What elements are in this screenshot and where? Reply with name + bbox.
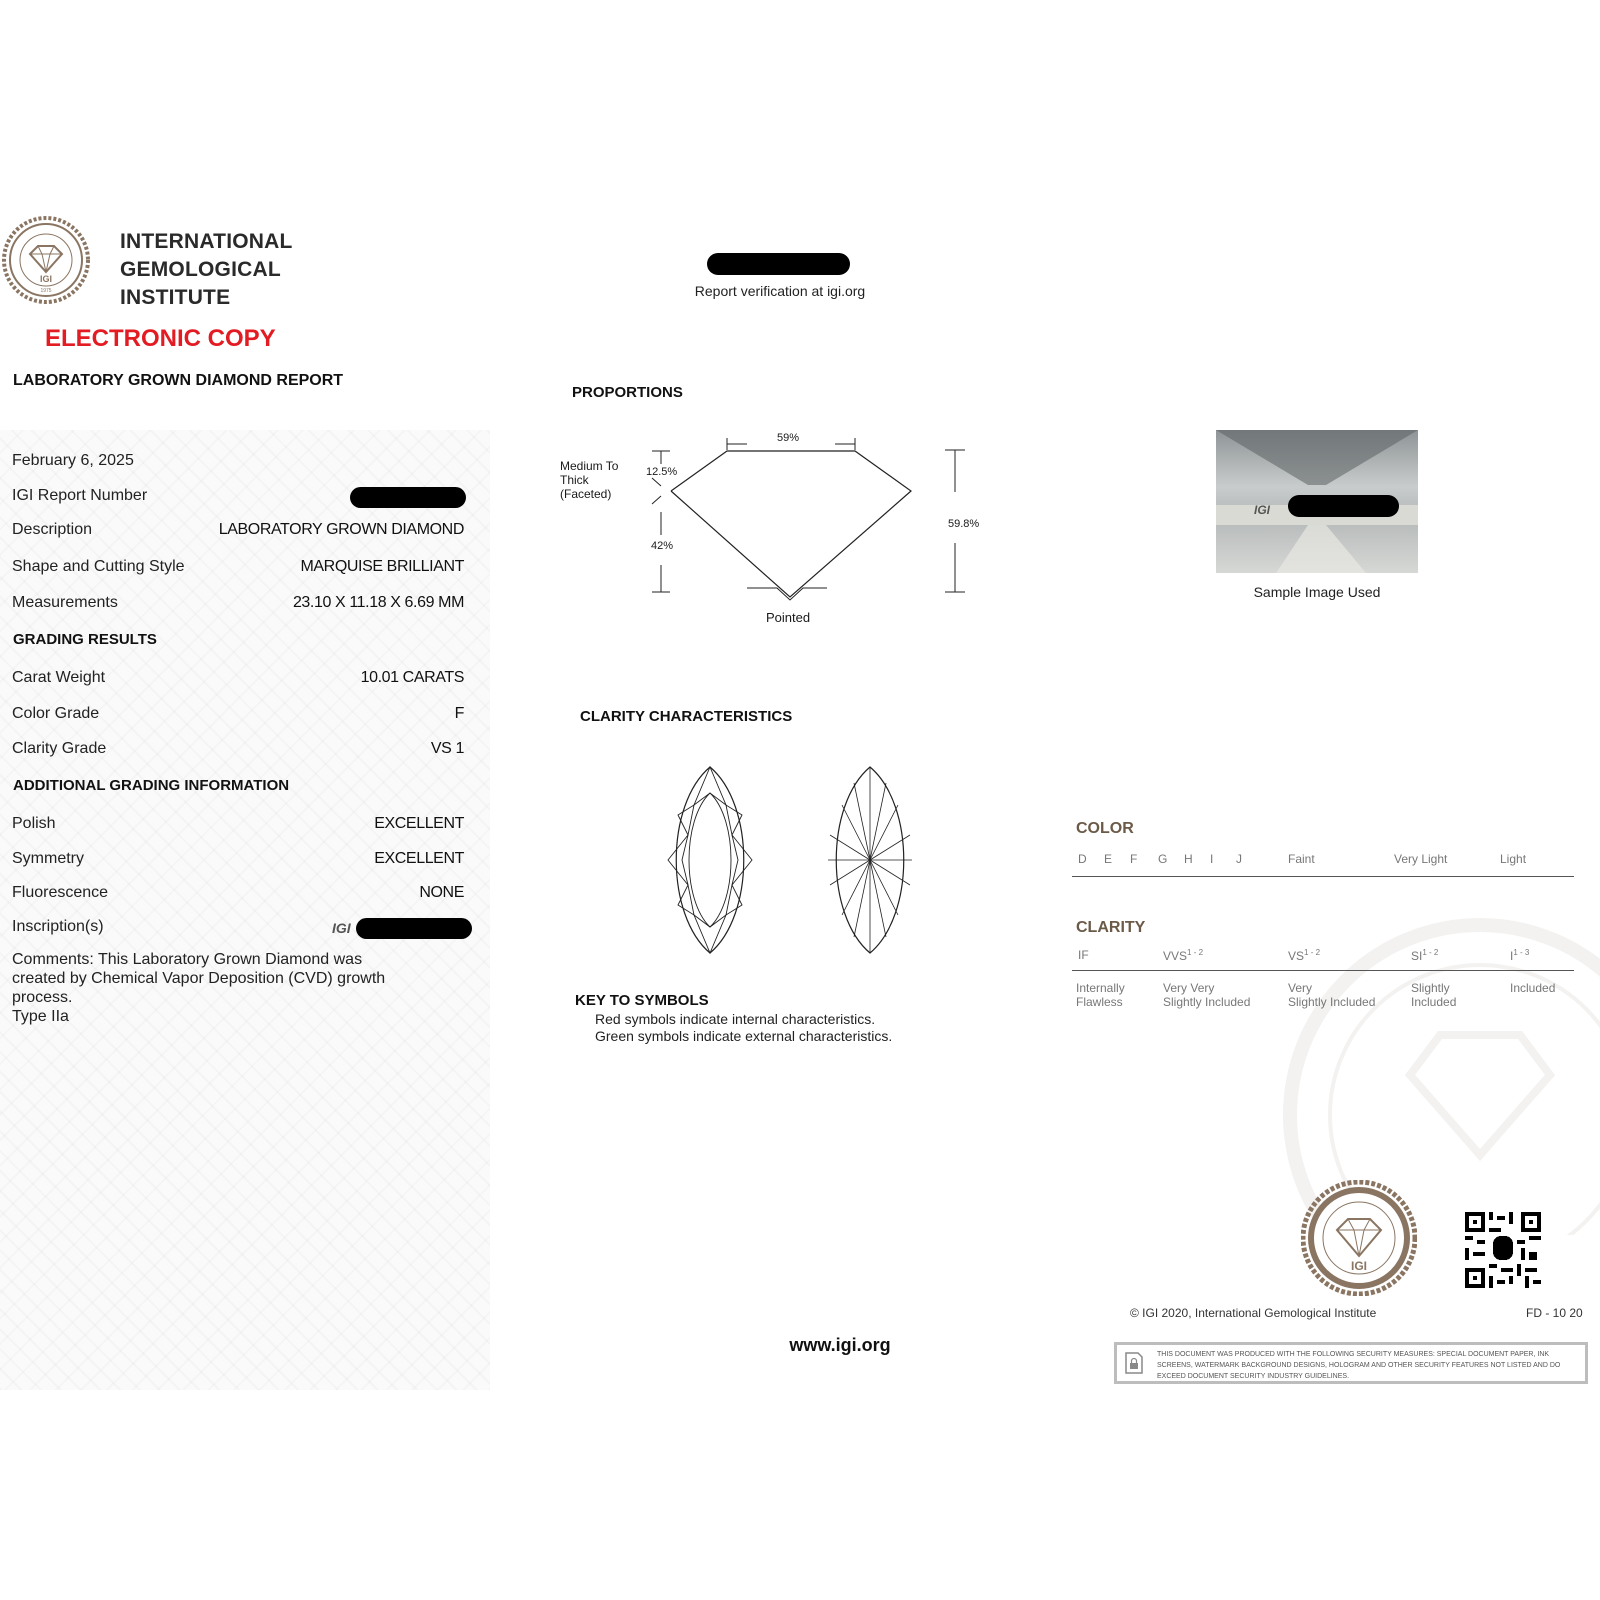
electronic-copy-label: ELECTRONIC COPY bbox=[45, 325, 276, 352]
girdle-description bbox=[560, 459, 618, 501]
polish-label: Polish bbox=[12, 815, 56, 832]
clarity-grade-i: $I^{1 - 3}$ bbox=[1510, 948, 1530, 963]
description-label: Description bbox=[12, 521, 93, 538]
key-line-2: Green symbols indicate external characteristics. bbox=[595, 1028, 893, 1044]
measurements-label: Measurements bbox=[12, 594, 118, 611]
culet-label: Pointed bbox=[766, 610, 811, 625]
girdle-line-3: (Faceted) bbox=[560, 487, 612, 501]
report-date: February 6, 2025 bbox=[12, 452, 134, 469]
symmetry-label: Symmetry bbox=[12, 850, 84, 867]
comments-line-2: created by Chemical Vapor Deposition (CVD) growth bbox=[12, 970, 386, 987]
clarity-desc-if: Internally Flawless bbox=[1076, 981, 1125, 1009]
key-to-symbols-text bbox=[595, 1011, 892, 1045]
organization-name bbox=[120, 228, 293, 312]
carat-label: Carat Weight bbox=[12, 669, 106, 686]
girdle-line-1: Medium To bbox=[560, 459, 619, 473]
color-grade-e: E bbox=[1104, 852, 1113, 866]
org-line-2: GEMOLOGICAL bbox=[120, 258, 281, 281]
color-grade-h: H bbox=[1184, 852, 1193, 866]
color-grade-d: D bbox=[1078, 852, 1087, 866]
clarity-value: VS 1 bbox=[430, 740, 464, 757]
org-line-1: INTERNATIONAL bbox=[120, 230, 293, 253]
security-notice-text: THIS DOCUMENT WAS PRODUCED WITH THE FOLLOWING SECURITY MEASURES: SPECIAL DOCUMENT PAPER, INK SCREENS, WATERMARK BACKGROUND DESIGNS, HOLOGRAM AND OTHER SECURITY FEATURES NOT LISTED AND DO EXCEED DOCUMENT SECURITY INDUSTRY GUIDELINES. bbox=[1157, 1351, 1561, 1380]
clarity-label: Clarity Grade bbox=[12, 740, 107, 757]
fluorescence-label: Fluorescence bbox=[12, 884, 109, 901]
description-row bbox=[12, 521, 464, 547]
carat-value: 10.01 CARATS bbox=[360, 669, 464, 686]
sample-logo-text: IGI bbox=[1254, 503, 1271, 517]
proportions-heading: PROPORTIONS bbox=[572, 384, 683, 401]
svg-text:IGI: IGI bbox=[39, 274, 53, 284]
clarity-desc-i: Included bbox=[1510, 981, 1556, 995]
verification-text: Report verification at igi.org bbox=[694, 283, 866, 299]
redacted-inscription bbox=[356, 918, 472, 939]
additional-grading-heading: ADDITIONAL GRADING INFORMATION bbox=[13, 777, 290, 794]
description-value: LABORATORY GROWN DIAMOND bbox=[218, 521, 464, 538]
proportions-diagram bbox=[555, 420, 995, 630]
color-scale-rule bbox=[1072, 876, 1574, 877]
color-very-light: Very Light bbox=[1394, 852, 1448, 866]
report-number-label: IGI Report Number bbox=[12, 487, 148, 504]
comments bbox=[12, 950, 452, 1026]
qr-code[interactable] bbox=[1465, 1212, 1541, 1288]
copyright-text: © IGI 2020, International Gemological Institute bbox=[1130, 1306, 1377, 1320]
clarity-grade-if: IF bbox=[1078, 948, 1089, 962]
clarity-desc-si: Slightly Included bbox=[1411, 981, 1457, 1009]
seal-year: 1975 bbox=[40, 288, 52, 294]
symmetry-value: EXCELLENT bbox=[374, 850, 464, 867]
redacted-sample-inscription bbox=[1288, 495, 1399, 517]
color-faint: Faint bbox=[1288, 852, 1315, 866]
website-link[interactable]: www.igi.org bbox=[789, 1335, 891, 1355]
comments-line-1: Comments: This Laboratory Grown Diamond was bbox=[12, 951, 363, 968]
clarity-characteristics-heading: CLARITY CHARACTERISTICS bbox=[580, 708, 793, 725]
clarity-plot-pavilion bbox=[820, 765, 920, 955]
lock-icon bbox=[1123, 1351, 1145, 1375]
color-grade-g: G bbox=[1158, 852, 1168, 866]
color-grade-j: J bbox=[1236, 852, 1242, 866]
shape-value: MARQUISE BRILLIANT bbox=[300, 558, 464, 575]
clarity-desc-vs: Very Slightly Included bbox=[1288, 981, 1376, 1009]
color-row bbox=[12, 705, 464, 731]
igi-bottom-seal bbox=[1301, 1180, 1417, 1296]
comments-line-4: Type IIa bbox=[12, 1008, 69, 1025]
redacted-report-id bbox=[707, 253, 850, 275]
redacted-report-number bbox=[350, 487, 466, 508]
carat-row bbox=[12, 669, 464, 695]
fluorescence-row bbox=[12, 884, 464, 910]
form-code: FD - 10 20 bbox=[1526, 1306, 1583, 1320]
date-row bbox=[12, 452, 464, 478]
color-grade-f: F bbox=[1130, 852, 1138, 866]
clarity-grade-si: SI$^{1 - 2}$ bbox=[1411, 948, 1439, 963]
color-label: Color Grade bbox=[12, 705, 100, 722]
clarity-plot-crown bbox=[660, 765, 760, 955]
color-light: Light bbox=[1500, 852, 1527, 866]
pavilion-percentage: 42% bbox=[651, 540, 674, 552]
key-to-symbols-heading: KEY TO SYMBOLS bbox=[575, 992, 709, 1009]
security-notice-box bbox=[1114, 1342, 1588, 1384]
color-grade-i: I bbox=[1210, 852, 1214, 866]
key-line-1: Red symbols indicate internal characteristics. bbox=[595, 1011, 876, 1027]
inscription-prefix: IGI bbox=[332, 920, 351, 936]
depth-percentage: 59.8% bbox=[948, 518, 980, 530]
org-line-3: INSTITUTE bbox=[120, 286, 231, 309]
polish-value: EXCELLENT bbox=[374, 815, 464, 832]
polish-row bbox=[12, 815, 464, 841]
girdle-line-2: Thick bbox=[560, 473, 589, 487]
clarity-scale-heading: CLARITY bbox=[1076, 919, 1146, 936]
inscription-igi-logo bbox=[332, 920, 351, 936]
igi-seal-logo bbox=[2, 216, 90, 304]
clarity-scale-rule bbox=[1072, 970, 1574, 971]
clarity-grade-vvs: VVS$^{1 - 2}$ bbox=[1163, 948, 1204, 963]
report-title: LABORATORY GROWN DIAMOND REPORT bbox=[13, 372, 344, 389]
measurements-value: 23.10 X 11.18 X 6.69 MM bbox=[292, 594, 464, 611]
grading-results-heading: GRADING RESULTS bbox=[13, 631, 157, 648]
crown-percentage: 12.5% bbox=[646, 466, 678, 478]
shape-row bbox=[12, 558, 464, 584]
shape-label: Shape and Cutting Style bbox=[12, 558, 185, 575]
fluorescence-value: NONE bbox=[419, 884, 464, 901]
comments-line-3: process. bbox=[12, 989, 73, 1006]
symmetry-row bbox=[12, 850, 464, 876]
svg-text:IGI: IGI bbox=[1350, 1259, 1368, 1273]
color-scale-heading: COLOR bbox=[1076, 820, 1134, 837]
table-percentage: 59% bbox=[777, 432, 800, 444]
clarity-row bbox=[12, 740, 464, 766]
color-value: F bbox=[454, 705, 464, 722]
measurements-row bbox=[12, 594, 464, 620]
clarity-grade-vs: VS$^{1 - 2}$ bbox=[1288, 948, 1321, 963]
inscription-label: Inscription(s) bbox=[12, 918, 104, 935]
sample-image-caption: Sample Image Used bbox=[1253, 584, 1381, 600]
clarity-desc-vvs: Very Very Slightly Included bbox=[1163, 981, 1251, 1009]
